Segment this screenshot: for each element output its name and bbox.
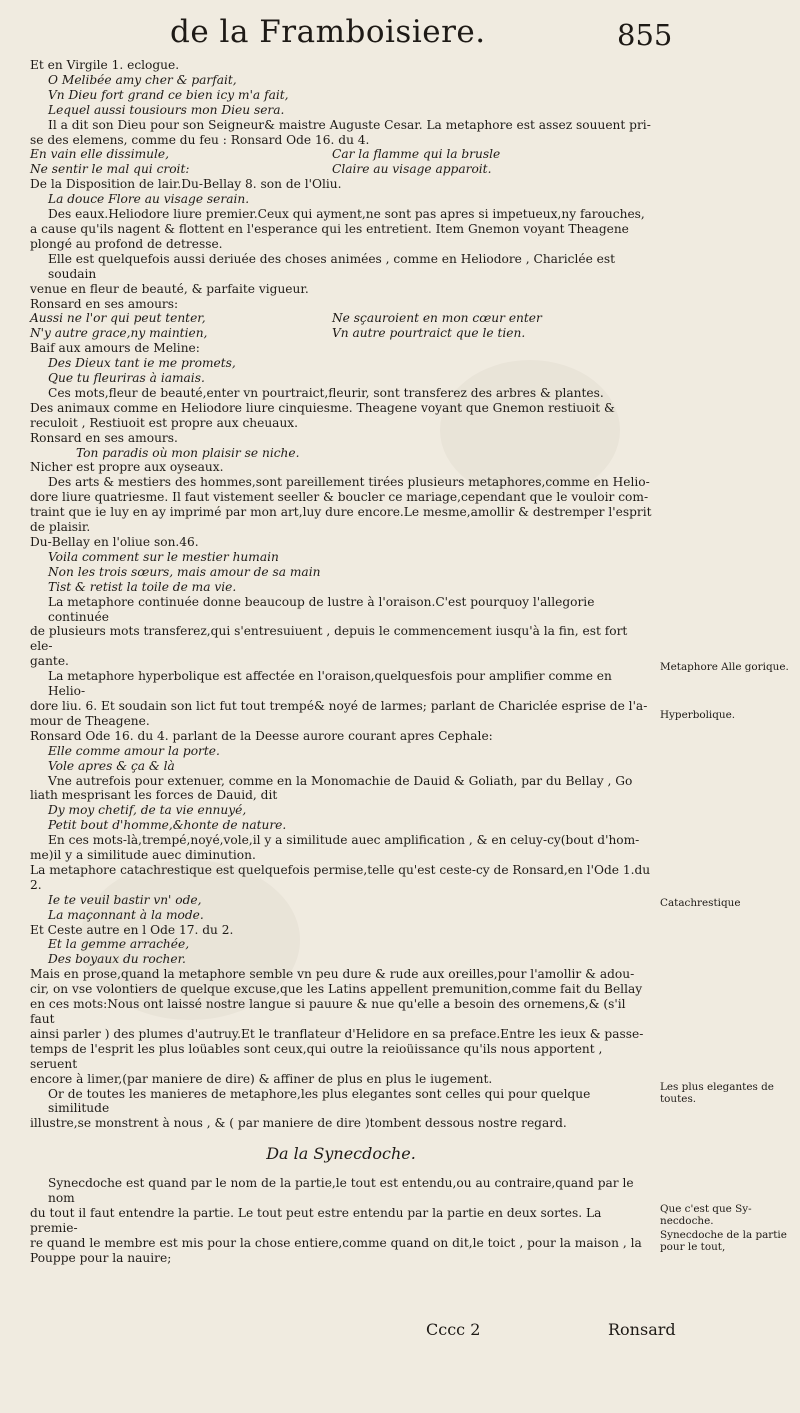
text-line: illustre,se monstrent à nous , & ( par maniere de dire )tombent dessous nostre regard.	[30, 1116, 567, 1131]
verse-line: En vain elle dissimule,	[30, 147, 169, 162]
verse-line: La douce Flore au visage serain.	[48, 192, 250, 207]
text-line: Ronsard en ses amours:	[30, 296, 179, 311]
running-title: de la Framboisiere.	[170, 14, 486, 50]
text-line: liath mesprisant les forces de Dauid, dit	[30, 788, 278, 803]
verse-line: Des Dieux tant ie me promets,	[48, 356, 236, 371]
catchword: Ronsard	[608, 1320, 676, 1339]
verse-line: Tist & retist la toile de ma vie.	[48, 579, 237, 594]
text-line: a cause qu'ils nagent & flottent en l'esperance qui les entretient. Item Gnemon voyant Theagene	[30, 221, 629, 236]
text-line: me)il y a similitude auec diminution.	[30, 848, 256, 863]
text-line: mour de Theagene.	[30, 713, 150, 728]
text-line: En ces mots-là,trempé,noyé,vole,il y a similitude auec amplification , & en celuy-cy(bout d'hom-	[48, 833, 640, 848]
verse-line: Ie te veuil bastir vn' ode,	[48, 892, 202, 907]
margin-note: Catachrestique	[660, 897, 741, 909]
verse-line: Que tu fleuriras à iamais.	[48, 371, 205, 386]
text-line: Pouppe pour la nauire;	[30, 1250, 172, 1265]
margin-note: Metaphore Alle gorique.	[660, 661, 789, 673]
verse-pair	[30, 147, 652, 162]
verse-line: Ne sentir le mal qui croit:	[30, 162, 190, 177]
text-line: Nicher est propre aux oyseaux.	[30, 460, 224, 475]
verse-line: Claire au visage apparoit.	[332, 162, 492, 177]
verse-line: Vn autre pourtraict que le tien.	[332, 326, 526, 341]
verse-line: Petit bout d'homme,&honte de nature.	[48, 818, 287, 833]
text-line: Ronsard Ode 16. du 4. parlant de la Deesse aurore courant apres Cephale:	[30, 728, 493, 743]
verse-pair	[30, 326, 652, 341]
text-line: Ronsard en ses amours.	[30, 430, 178, 445]
verse-line: Non les trois sœurs, mais amour de sa main	[48, 564, 321, 579]
text-line: re quand le membre est mis pour la chose entiere,comme quand on dit,le toict , pour la maison , la	[30, 1235, 642, 1250]
text-line: La metaphore continuée donne beaucoup de lustre à l'oraison.C'est pourquoy l'allegorie continuée	[48, 594, 595, 624]
text-line: De la Disposition de lair.Du-Bellay 8. son de l'Oliu.	[30, 177, 342, 192]
text-line: dore liure quatriesme. Il faut vistement seeller & boucler ce mariage,cependant que le vouloir com-	[30, 490, 649, 505]
text-line: Du-Bellay en l'oliue son.46.	[30, 535, 199, 549]
verse-line: Des boyaux du rocher.	[48, 952, 186, 967]
verse-line: Et la gemme arrachée,	[48, 937, 190, 952]
text-line: Baif aux amours de Meline:	[30, 341, 200, 356]
text-line: temps de l'esprit les plus loüables sont ceux,qui outre la reioüissance qu'ils nous apportent , seruent	[30, 1041, 603, 1071]
text-line: de plusieurs mots transferez,qui s'entresuiuent , depuis le commencement iusqu'à la fin, est fort ele-	[30, 624, 628, 654]
text-line: cir, on vse volontiers de quelque excuse,que les Latins appellent premunition,comme fait du Bellay	[30, 982, 643, 997]
verse-line: Aussi ne l'or qui peut tenter,	[30, 311, 206, 326]
verse-line: La maçonnant à la mode.	[48, 907, 204, 922]
section-heading: Da la Synecdoche.	[266, 1144, 416, 1164]
text-line: Il a dit son Dieu pour son Seigneur& maistre Auguste Cesar. La metaphore est assez souuent pri-	[48, 117, 651, 132]
text-line: plongé au profond de detresse.	[30, 236, 223, 251]
text-line: Synecdoche est quand par le nom de la partie,le tout est entendu,ou au contraire,quand par le nom	[48, 1176, 634, 1206]
verse-line: Lequel aussi tousiours mon Dieu sera.	[48, 102, 285, 117]
text-line: reculoit , Restiuoit est propre aux cheuaux.	[30, 415, 299, 430]
text-line: Mais en prose,quand la metaphore semble vn peu dure & rude aux oreilles,pour l'amollir & adou-	[30, 967, 635, 982]
margin-note: Hyperbolique.	[660, 709, 736, 721]
text-line: Des arts & mestiers des hommes,sont pareillement tirées plusieurs metaphores,comme en Helio-	[48, 475, 650, 490]
text-line: encore à limer,(par maniere de dire) & affiner de plus en plus le iugement.	[30, 1071, 493, 1086]
margin-note: Que c'est que Sy- necdoche.	[660, 1203, 752, 1227]
verse-line: Ne sçauroient en mon cœur enter	[332, 311, 542, 326]
text-line: traint que ie luy en ay imprimé par mon art,luy dure encore.Le mesme,amollir & destremper l'esprit	[30, 505, 652, 520]
text-line: Des animaux comme en Heliodore liure cinquiesme. Theagene voyant que Gnemon restiuoit &	[30, 400, 615, 415]
verse-line: O Melibée amy cher & parfait,	[48, 72, 237, 87]
text-line: ainsi parler ) des plumes d'autruy.Et le tranflateur d'Helidore en sa preface.Entre les ieux & passe-	[30, 1026, 644, 1041]
text-line: venue en fleur de beauté, & parfaite vigueur.	[30, 281, 309, 296]
text-line: Elle est quelquefois aussi deriuée des choses animées , comme en Heliodore , Chariclée est soudain	[48, 251, 616, 281]
verse-pair	[30, 162, 652, 177]
main-text-column	[30, 58, 652, 1266]
verse-line: Elle comme amour la porte.	[48, 743, 220, 758]
text-line: Or de toutes les manieres de metaphore,les plus elegantes sont celles qui pour quelque similitude	[48, 1086, 591, 1116]
verse-line: Dy moy chetif, de ta vie ennuyé,	[48, 803, 247, 818]
verse-line: Voila comment sur le mestier humain	[48, 549, 279, 564]
margin-note: Les plus elegantes de toutes.	[660, 1081, 774, 1105]
text-line: Des eaux.Heliodore liure premier.Ceux qui ayment,ne sont pas apres si impetueux,ny farouches,	[48, 207, 645, 222]
text-line: gante.	[30, 654, 69, 669]
verse-line: N'y autre grace,ny maintien,	[30, 326, 208, 341]
verse-pair	[30, 311, 652, 326]
text-line: de plaisir.	[30, 520, 91, 535]
verse-line: Car la flamme qui la brusle	[332, 147, 501, 162]
text-line: dore liu. 6. Et soudain son lict fut tout trempé& noyé de larmes; parlant de Chariclée esprise de l'a-	[30, 698, 648, 713]
margin-note: Synecdoche de la partie pour le tout,	[660, 1229, 787, 1253]
text-line: en ces mots:Nous ont laissé nostre langue si pauure & nue qu'elle a besoin des ornemens,& (s'il faut	[30, 997, 626, 1026]
text-line: Ces mots,fleur de beauté,enter vn pourtraict,fleurir, sont transferez des arbres & plantes.	[48, 385, 604, 400]
text-line: La metaphore hyperbolique est affectée en l'oraison,quelquesfois pour amplifier comme en Helio-	[48, 669, 612, 699]
verse-line: Vn Dieu fort grand ce bien icy m'a fait,	[48, 87, 289, 102]
verse-line: Ton paradis où mon plaisir se niche.	[76, 445, 300, 460]
page-number: 855	[617, 18, 673, 52]
verse-line: Vole apres & ça & là	[48, 758, 175, 773]
text-line: Et en Virgile 1. eclogue.	[30, 58, 180, 72]
text-line: Vne autrefois pour extenuer, comme en la Monomachie de Dauid & Goliath, par du Bellay , Go	[48, 773, 633, 788]
signature-mark: Cccc 2	[426, 1320, 481, 1339]
text-line: Et Ceste autre en l Ode 17. du 2.	[30, 922, 234, 937]
text-line: du tout il faut entendre la partie. Le tout peut estre entendu par la partie en deux sortes. La premie-	[30, 1205, 602, 1235]
text-line: La metaphore catachrestique est quelquefois permise,telle qu'est ceste-cy de Ronsard,en l'Ode 1.du 2.	[30, 862, 651, 892]
text-line: se des elemens, comme du feu : Ronsard Ode 16. du 4.	[30, 132, 370, 147]
